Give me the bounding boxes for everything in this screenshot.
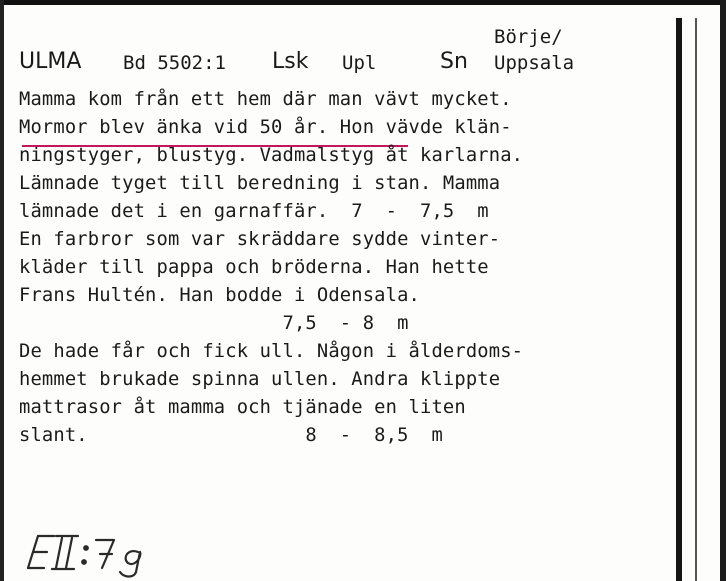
- card-left-edge: [0, 0, 4, 581]
- text-line-2: Mormor blev änka vid 50 år. Hon vävde klän-: [19, 117, 512, 138]
- parish-name-top: Börje/: [494, 26, 563, 48]
- text-line-4: Lämnade tyget till beredning i stan. Mamma: [19, 173, 501, 194]
- socken-label: Sn: [440, 49, 468, 74]
- text-line-3: ningstyger, blustyg. Vadmalstyg åt karlarna.: [19, 145, 524, 166]
- parish-name: Uppsala: [494, 52, 575, 74]
- card-right-border: [676, 18, 682, 581]
- text-line-8: Frans Hultén. Han bodde i Odensala.: [19, 285, 421, 306]
- text-line-7: kläder till pappa och bröderna. Han hette: [19, 257, 489, 278]
- text-line-9: 7,5 - 8 m: [19, 313, 409, 334]
- card-top-edge: [0, 0, 726, 5]
- text-line-1: Mamma kom från ett hem där man vävt mycket.: [19, 89, 512, 110]
- text-line-11: hemmet brukade spinna ullen. Andra klippte: [19, 369, 501, 390]
- archive-code: ULMA: [19, 49, 82, 74]
- text-line-5: lämnade det i en garnaffär. 7 - 7,5 m: [19, 201, 489, 222]
- landskap-label: Lsk: [272, 49, 309, 74]
- landskap-value: Upl: [342, 52, 377, 74]
- record-number: Bd 5502:1: [123, 52, 226, 74]
- text-line-10: De hade får och fick ull. Någon i ålderdoms-: [19, 341, 524, 362]
- text-line-12: mattrasor åt mamma och tjänade en liten: [19, 397, 466, 418]
- text-line-13: slant. 8 - 8,5 m: [19, 425, 443, 446]
- text-line-6: En farbror som var skräddare sydde vinter-: [19, 229, 501, 250]
- card-right-edge: [720, 0, 726, 581]
- card-right-border-inner: [695, 18, 697, 581]
- handwritten-catalogue-mark: [16, 522, 176, 578]
